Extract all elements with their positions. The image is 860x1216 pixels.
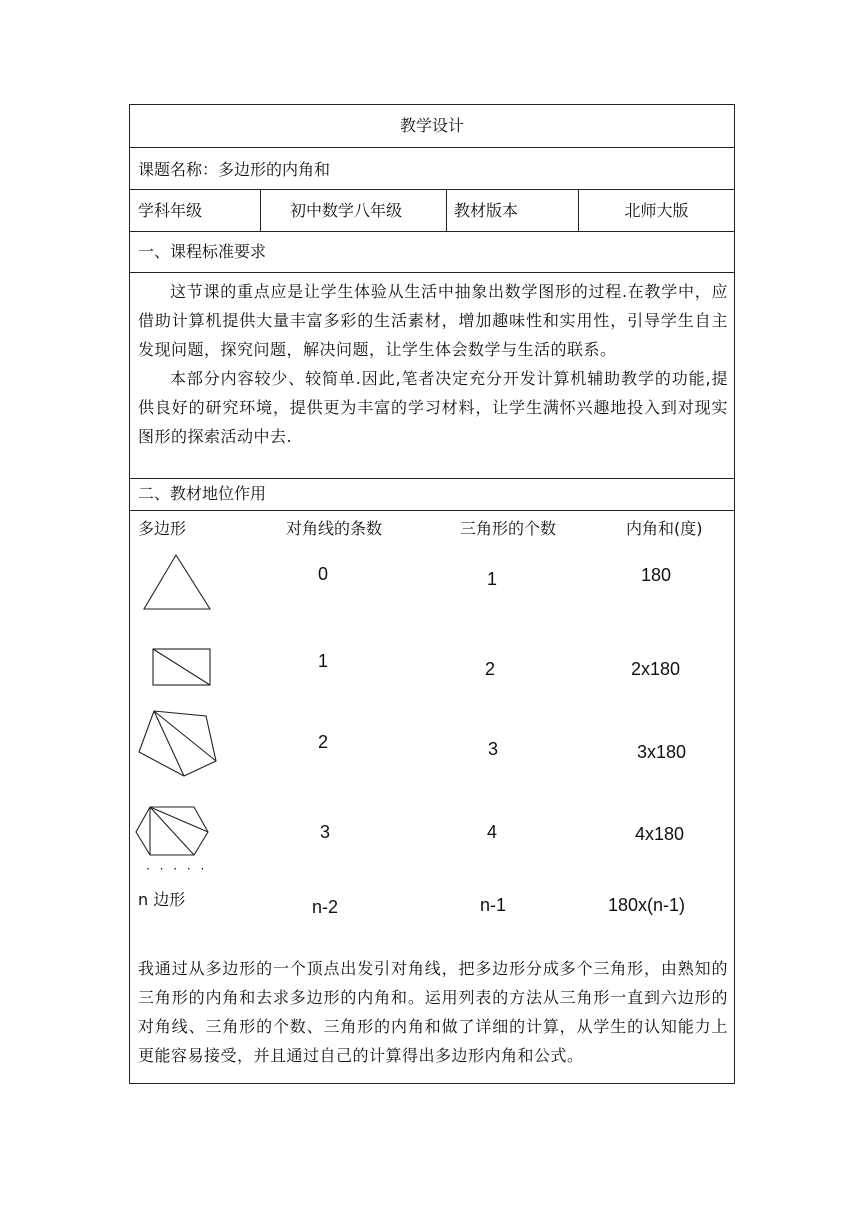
angle-sum-value: 2x180 bbox=[631, 659, 681, 679]
subject-grade-value: 初中数学八年级 bbox=[290, 201, 403, 220]
angle-sum-value: 4x180 bbox=[635, 824, 685, 844]
row-divider bbox=[130, 510, 734, 511]
angle-sum-value: 180 bbox=[641, 565, 672, 585]
col-divider bbox=[446, 189, 447, 231]
rectangle-shape bbox=[152, 648, 212, 688]
diagonals-value: 0 bbox=[318, 564, 329, 584]
header-triangles: 三角形的个数 bbox=[460, 519, 557, 538]
angle-sum-value: 180x(n-1) bbox=[608, 895, 686, 915]
n-gon-label: n 边形 bbox=[138, 890, 186, 909]
section2-heading: 二、教材地位作用 bbox=[138, 484, 267, 503]
angle-sum-value: 3x180 bbox=[637, 742, 687, 762]
section1-heading: 一、课程标准要求 bbox=[138, 242, 267, 261]
diagonals-value: 1 bbox=[318, 651, 329, 671]
header-polygon: 多边形 bbox=[138, 519, 187, 538]
row-divider bbox=[130, 272, 734, 273]
triangle-shape bbox=[142, 553, 212, 613]
subject-grade-label: 学科年级 bbox=[138, 201, 203, 220]
section1-paragraph-1: 这节课的重点应是让学生体验从生活中抽象出数学图形的过程.在教学中，应借助计算机提供大量丰富多彩的生活素材，增加趣味性和实用性，引导学生自主发现问题，探究问题，解决问题，让学生体会数学与生活的联系。 bbox=[138, 282, 728, 359]
textbook-label: 教材版本 bbox=[454, 201, 519, 220]
pentagon-shape bbox=[136, 708, 218, 778]
diagonals-value: 2 bbox=[318, 732, 329, 752]
hexagon-shape bbox=[134, 805, 210, 857]
row-divider bbox=[130, 478, 734, 479]
header-diagonals: 对角线的条数 bbox=[286, 519, 383, 538]
triangles-value: 1 bbox=[487, 569, 498, 589]
triangles-value: 4 bbox=[487, 822, 498, 842]
course-name: 课题名称：多边形的内角和 bbox=[138, 160, 331, 179]
textbook-value: 北师大版 bbox=[624, 201, 689, 220]
diagonals-value: 3 bbox=[320, 822, 331, 842]
row-divider bbox=[130, 147, 734, 148]
row-divider bbox=[130, 189, 734, 190]
section1-paragraph-2: 本部分内容较少、较简单.因此,笔者决定充分开发计算机辅助教学的功能,提供良好的研究环境，提供更为丰富的学习材料，让学生满怀兴趣地投入到对现实图形的探索活动中去. bbox=[138, 369, 728, 446]
triangles-value: 2 bbox=[485, 659, 496, 679]
triangles-value: n-1 bbox=[480, 895, 507, 915]
header-angle-sum: 内角和(度) bbox=[626, 519, 703, 538]
document-title: 教学设计 bbox=[399, 116, 464, 135]
lesson-plan-table bbox=[129, 104, 735, 1084]
ellipsis-dots: · · · · · bbox=[146, 862, 208, 876]
row-divider bbox=[130, 231, 734, 232]
summary-paragraph: 我通过从多边形的一个顶点出发引对角线，把多边形分成多个三角形，由熟知的三角形的内角和去求多边形的内角和。运用列表的方法从三角形一直到六边形的对角线、三角形的个数、三角形的内角和做了详细的计算，从学生的认知能力上更能容易接受，并且通过自己的计算得出多边形内角和公式。 bbox=[138, 959, 728, 1065]
diagonals-value: n-2 bbox=[312, 897, 339, 917]
triangles-value: 3 bbox=[488, 739, 499, 759]
col-divider bbox=[260, 189, 261, 231]
